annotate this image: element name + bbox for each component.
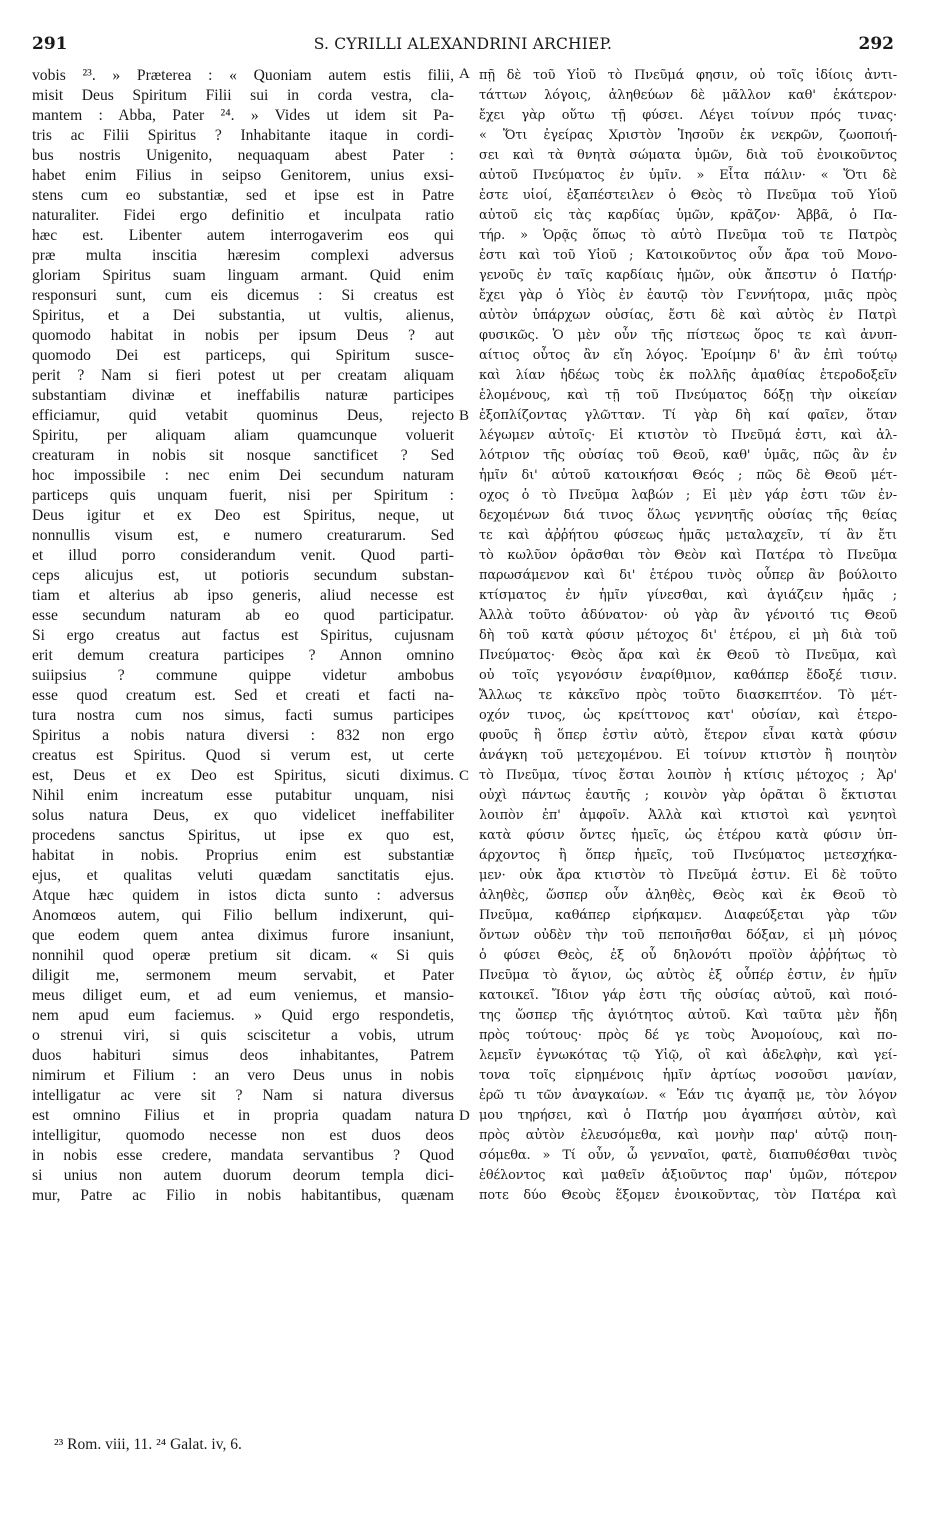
greek-text-line: μου τηρήσει, καὶ ὁ Πατήρ μου ἀγαπήσει αὐτὸν, καὶ xyxy=(479,1108,897,1123)
greek-text-line: αίτιος οὗτος ἂν εἴη λόγος. Ἐροίμην δ' ἂν ἐπὶ τούτῳ xyxy=(479,348,897,363)
latin-text-line: naturaliter. Fidei ergo definitio et inculpata ratio xyxy=(32,207,454,224)
latin-text-line: duos habituri simus deos inhabitantes, Patrem xyxy=(32,1047,454,1064)
greek-text-line: ἐξοπλίζοντας γλῶτταν. Τί γὰρ δὴ καί φαῖεν, ὅταν xyxy=(479,408,897,423)
greek-text-line: λέγωμεν αὐτοῖς· Εἰ κτιστὸν τὸ Πνεῦμά ἐστι, καὶ ἀλ- xyxy=(479,428,897,443)
greek-text-line: ἑλομένους, καὶ τῇ τοῦ Πνεύματος δόξῃ τὴν οἰκείαν xyxy=(479,388,897,403)
latin-text-line: o strenui viri, si quis sciscitetur a vobis, utrum xyxy=(32,1027,454,1044)
latin-text-line: quomodo Dei est particeps, qui Spiritum susce- xyxy=(32,347,454,364)
latin-text-line: ceps alicujus est, ut potioris secundum substan- xyxy=(32,567,454,584)
greek-text-line: λοιπὸν ἐπ' ἀμφοῖν. Ἀλλὰ καὶ κτιστοὶ καὶ γενητοὶ xyxy=(479,808,897,823)
latin-text-line: in nobis esse credere, mandata servantibus ? Quod xyxy=(32,1147,454,1164)
latin-text-line: misit Deus Spiritum Filii sui in corda vestra, cla- xyxy=(32,87,454,104)
latin-text-line: Spiritu, per aliquam aliam quamcunque voluerit xyxy=(32,427,454,444)
latin-text-line: stens cum eo substantiæ, sed et ipse est in Patre xyxy=(32,187,454,204)
page-number-right: 292 xyxy=(858,34,894,54)
latin-text-line: bus nostris Unigenito, nequaquam abest Pater : xyxy=(32,147,454,164)
margin-letter-a: A xyxy=(459,66,470,82)
latin-text-line: nonnihil quod operæ pretium sit dicam. « Si quis xyxy=(32,947,454,964)
latin-text-line: substantiam divinæ et ineffabilis naturæ participes xyxy=(32,387,454,404)
greek-text-line: δὴ τοῦ κατὰ φύσιν μέτοχος δι' ἑτέρου, εἰ μὴ διὰ τοῦ xyxy=(479,628,897,643)
greek-text-line: ἀνάγκη τοῦ μετεχομένου. Εἰ τοίνυν κτιστὸν ἢ ποιητὸν xyxy=(479,748,897,763)
greek-text-line: ἐστι καὶ τοῦ Υἱοῦ ; Κατοικοῦντος οὖν ἄρα τοῦ Μονο- xyxy=(479,248,897,263)
margin-letter-b: B xyxy=(459,408,470,424)
latin-text-line: tiam et alterius ab ipso generis, aliud necesse est xyxy=(32,587,454,604)
latin-text-line: tura nostra cum nos simus, facti sumus participes xyxy=(32,707,454,724)
greek-text-line: κτίσματος ἐν ἡμῖν γίνεσθαι, καὶ ἁγιάζειν ἡμᾶς ; xyxy=(479,588,897,603)
greek-text-line: οχος ὁ τὸ Πνεῦμα λαβών ; Εἰ μὲν γάρ ἐστι τῶν ἐν- xyxy=(479,488,897,503)
greek-text-line: ἔχει γὰρ οὕτω τῇ φύσει. Λέγει τοίνυν πρός τινας· xyxy=(479,108,897,123)
greek-text-line: οὐ τοῖς γεγονόσιν ἐναρίθμιον, καθάπερ ἔδοξέ τισιν. xyxy=(479,668,897,683)
greek-text-line: αὐτοῦ εἰς τὰς καρδίας ὑμῶν, κρᾶζον· Ἀββᾶ, ὁ Πα- xyxy=(479,208,897,223)
greek-text-line: μεν· οὐκ ἄρα κτιστὸν τὸ Πνεῦμά ἐστιν. Εἰ δὲ τοῦτο xyxy=(479,868,897,883)
latin-text-line: Si ergo creatus aut factus est Spiritus, cujusnam xyxy=(32,627,454,644)
greek-text-line: φυσικῶς. Ὁ μὲν οὖν τῆς πίστεως ὅρος τε καὶ ἀνυπ- xyxy=(479,328,897,343)
latin-text-line: gloriam Spiritus suam linguam armant. Quid enim xyxy=(32,267,454,284)
latin-text-line: responsuri sunt, cum eis dicemus : Si creatus est xyxy=(32,287,454,304)
greek-text-line: ὁ φύσει Θεὸς, ἐξ οὗ δηλονότι προϊὸν ἀῤῥήτως τὸ xyxy=(479,948,897,963)
greek-text-line: αὐτὸν ὑπάρχων οὐσίας, ἔστι δὲ καὶ αὐτὸς ἐν Πατρὶ xyxy=(479,308,897,323)
greek-text-line: τάττων λόγοις, ἀληθεύων δὲ μᾶλλον καθ' ἑκάτερον· xyxy=(479,88,897,103)
greek-text-line: τὸ Πνεῦμα, τίνος ἔσται λοιπὸν ἡ κτίσις μέτοχος ; Ἀρ' xyxy=(479,768,897,783)
latin-text-line: habet enim Filius in seipso Genitorem, unius exsi- xyxy=(32,167,454,184)
greek-text-line: οὐχὶ πάντως ἑαυτῆς ; κοινὸν γὰρ ὁρᾶται ὃ ἔκτισται xyxy=(479,788,897,803)
latin-text-line: suiipsius ? commune quippe videtur ambobus xyxy=(32,667,454,684)
footnotes: ²³ Rom. viii, 11. ²⁴ Galat. iv, 6. xyxy=(54,1436,242,1453)
greek-text-line: καὶ λίαν ἡδέως τοὺς ἐκ πολλῆς ἀμαθίας ἑτεροδοξεῖν xyxy=(479,368,897,383)
greek-text-line: πρὸς τούτους· πρὸς δέ γε τοὺς Ἀνομοίους, καὶ πο- xyxy=(479,1028,897,1043)
latin-text-line: erit demum creatura participes ? Annon omnino xyxy=(32,647,454,664)
latin-text-line: efficiamur, quid vetabit quominus Deus, rejecto xyxy=(32,407,454,424)
greek-text-line: λεμεῖν ἐγνωκότας τῷ Υἱῷ, οἳ καὶ ἀδελφὴν, καὶ γεί- xyxy=(479,1048,897,1063)
greek-text-line: τὸ κωλῦον ὁρᾶσθαι τὸν Θεὸν καὶ Πατέρα τὸ Πνεῦμα xyxy=(479,548,897,563)
greek-text-line: ὄντων οὐδὲν τὴν τοῦ πεποιῆσθαι δόξαν, εἰ μὴ μόνος xyxy=(479,928,897,943)
latin-text-line: solus natura Deus, ex quo videlicet ineffabiliter xyxy=(32,807,454,824)
greek-text-line: γενοῦς ἐν ταῖς καρδίαις ἡμῶν, οὐκ ἄπεστιν ὁ Πατήρ· xyxy=(479,268,897,283)
latin-text-line: si unius non autem duorum deorum templa dici- xyxy=(32,1167,454,1184)
greek-text-line: ἔχει γὰρ ὁ Υἱὸς ἐν ἑαυτῷ τὸν Γεννήτορα, μιᾶς πρὸς xyxy=(479,288,897,303)
latin-text-line: que eodem quem antea diximus furore insaniunt, xyxy=(32,927,454,944)
greek-text-line: Ἀλλὰ τοῦτο ἀδύνατον· οὐ γὰρ ἂν γένοιτό τις Θεοῦ xyxy=(479,608,897,623)
latin-text-line: Spiritus a nobis natura diversi : 832 non ergo xyxy=(32,727,454,744)
latin-text-line: habitat in nobis. Proprius enim est substantiæ xyxy=(32,847,454,864)
latin-text-line: intelligatur ac vere sit ? Nam si natura diversus xyxy=(32,1087,454,1104)
greek-text-line: κατὰ φύσιν ὄντες ἡμεῖς, ὡς ἑτέρου κατὰ φύσιν ὑπ- xyxy=(479,828,897,843)
latin-text-line: et illud porro considerandum venit. Quod parti- xyxy=(32,547,454,564)
latin-text-line: esse secundum naturam ab eo quod participatur. xyxy=(32,607,454,624)
latin-text-line: mantem : Abba, Pater ²⁴. » Vides ut idem sit Pa- xyxy=(32,107,454,124)
greek-text-line: αὐτοῦ Πνεύματος ἐν ὑμῖν. » Εἶτα πάλιν· « Ὅτι δὲ xyxy=(479,168,897,183)
latin-text-line: hoc impossibile : nec enim Dei secundum naturam xyxy=(32,467,454,484)
latin-text-line: quomodo habitat in nobis per ipsum Deus ? aut xyxy=(32,327,454,344)
greek-text-line: Πνεῦμα, καθάπερ εἰρήκαμεν. Διαφεύξεται γὰρ τῶν xyxy=(479,908,897,923)
latin-text-line: hæc est. Libenter autem interrogaverim eos qui xyxy=(32,227,454,244)
greek-text-line: παρωσάμενον καὶ δι' ἑτέρου τινὸς οὗπερ ἂν βούλοιτο xyxy=(479,568,897,583)
latin-text-line: esse quod creatum est. Sed et creati et facti na- xyxy=(32,687,454,704)
latin-text-line: Anomœos autem, qui Filio bellum indixerunt, qui- xyxy=(32,907,454,924)
greek-text-line: σει καὶ τὰ θνητὰ σώματα ὑμῶν, διὰ τοῦ ἐνοικοῦντος xyxy=(479,148,897,163)
greek-text-line: ἐρῶ τι τῶν ἀναγκαίων. « Ἐάν τις ἀγαπᾷ με, τὸν λόγον xyxy=(479,1088,897,1103)
latin-text-line: intelligitur, quomodo necesse non est duos deos xyxy=(32,1127,454,1144)
margin-letter-d: D xyxy=(459,1108,470,1124)
page-number-left: 291 xyxy=(32,34,68,54)
latin-text-line: meus diliget eum, et ad eum veniemus, et mansio- xyxy=(32,987,454,1004)
greek-text-line: Πνεῦμα τὸ ἅγιον, ὡς αὐτὸς ἐξ οὗπέρ ἐστιν, ἐν ἡμῖν xyxy=(479,968,897,983)
greek-text-line: άρχοντος ἢ ὅπερ ἡμεῖς, τοῦ Πνεύματος μετεσχήκα- xyxy=(479,848,897,863)
latin-text-line: est, Deus et ex Deo est Spiritus, sicuti diximus. xyxy=(32,767,454,784)
latin-text-line: particeps quis unquam fuerit, nisi per Spiritum : xyxy=(32,487,454,504)
page-header xyxy=(32,34,894,56)
greek-text-line: ἡμῖν δι' αὐτοῦ κατοικήσαι Θεός ; πῶς δὲ Θεοῦ μέτ- xyxy=(479,468,897,483)
greek-text-line: δεχομένων διά τινος ὅλως γεννητῆς οὐσίας τῆς θείας xyxy=(479,508,897,523)
greek-text-line: οχόν τινος, ὡς κρείττονος κατ' οὐσίαν, καὶ ἑτερο- xyxy=(479,708,897,723)
running-title: S. CYRILLI ALEXANDRINI ARCHIEP. xyxy=(313,35,613,53)
latin-text-line: creaturam in nobis sit nosque sanctificet ? Sed xyxy=(32,447,454,464)
greek-text-line: ποτε δύο Θεοὺς ἕξομεν ἐνοικοῦντας, τὸν Πατέρα καὶ xyxy=(479,1188,897,1203)
latin-text-line: Spiritus, et a Dei substantia, ut vultis, alienus, xyxy=(32,307,454,324)
greek-text-line: Ἄλλως τε κἀκεῖνο πρὸς τοῦτο διασκεπτέον. Τὸ μέτ- xyxy=(479,688,897,703)
greek-text-line: πρὸς αὐτὸν ἐλευσόμεθα, καὶ μονὴν παρ' αὐτῷ ποιη- xyxy=(479,1128,897,1143)
latin-text-line: ejus, et qualitas veluti quædam sanctitatis ejus. xyxy=(32,867,454,884)
latin-column xyxy=(32,66,454,1206)
greek-text-line: « Ὅτι ἐγείρας Χριστὸν Ἰησοῦν ἐκ νεκρῶν, ζωοποιή- xyxy=(479,128,897,143)
latin-text-line: Atque hæc quidem in istos dicta sunto : adversus xyxy=(32,887,454,904)
latin-text-line: nem apud eum faciemus. » Quid ergo respondetis, xyxy=(32,1007,454,1024)
greek-text-line: φυοῦς ἢ ὅπερ ἐστὶν αὐτὸ, ἕτερον εἶναι κατὰ φύσιν xyxy=(479,728,897,743)
latin-text-line: tris ac Filii Spiritus ? Inhabitante itaque in cordi- xyxy=(32,127,454,144)
greek-text-line: ἀληθὲς, ὥσπερ οὖν ἀληθὲς, Θεὸς καὶ ἐκ Θεοῦ τὸ xyxy=(479,888,897,903)
latin-text-line: nimirum et Filium : an vero Deus unus in nobis xyxy=(32,1067,454,1084)
greek-text-line: Πνεύματος· Θεὸς ἄρα καὶ ἐκ Θεοῦ τὸ Πνεῦμα, καὶ xyxy=(479,648,897,663)
latin-text-line: præ multa inscitia hæresim complexi adversus xyxy=(32,247,454,264)
latin-text-line: vobis ²³. » Præterea : « Quoniam autem estis filii, xyxy=(32,67,454,84)
latin-text-line: est omnino Filius et in propria quadam natura xyxy=(32,1107,454,1124)
greek-text-line: ἐστε υἱοί, ἐξαπέστειλεν ὁ Θεὸς τὸ Πνεῦμα τοῦ Υἱοῦ xyxy=(479,188,897,203)
latin-text-line: procedens sanctus Spiritus, ut ipse ex quo est, xyxy=(32,827,454,844)
greek-text-line: τήρ. » Ὁρᾷς ὅπως τὸ αὐτὸ Πνεῦμα τοῦ τε Πατρὸς xyxy=(479,228,897,243)
latin-text-line: diligit me, sermonem meum servabit, et Pater xyxy=(32,967,454,984)
greek-text-line: ἐθέλοντος καὶ μαθεῖν ἀξιοῦντος παρ' ὑμῶν, πότερον xyxy=(479,1168,897,1183)
greek-text-line: λότριον τῆς οὐσίας τοῦ Θεοῦ, καθ' ὑμᾶς, πῶς ἂν ἐν xyxy=(479,448,897,463)
greek-text-line: κατοικεῖ. Ἴδιον γάρ ἐστι τῆς οὐσίας αὐτοῦ, καὶ ποιό- xyxy=(479,988,897,1003)
latin-text-line: Nihil enim increatum esse putabitur unquam, nisi xyxy=(32,787,454,804)
latin-text-line: nonnullis visum est, e numero creaturarum. Sed xyxy=(32,527,454,544)
greek-text-line: τε καὶ ἀῤῥήτου φύσεως ἡμᾶς μεταλαχεῖν, τί ἂν ἔτι xyxy=(479,528,897,543)
greek-text-line: τονα τοῖς εἰρημένοις ἡμῖν ἀρτίως νοσοῦσι μανίαν, xyxy=(479,1068,897,1083)
greek-text-line: πῇ δὲ τοῦ Υἱοῦ τὸ Πνεῦμά φησιν, οὐ τοῖς ἰδίοις ἀντι- xyxy=(479,68,897,83)
latin-text-line: Deus igitur et ex Deo est Spiritus, neque, ut xyxy=(32,507,454,524)
latin-text-line: creatus est Spiritus. Quod si verum est, ut certe xyxy=(32,747,454,764)
greek-column xyxy=(479,66,897,1206)
latin-text-line: mur, Patre ac Filio in nobis habitantibus, quænam xyxy=(32,1187,454,1204)
greek-text-line: της ὥσπερ τῆς ἁγιότητος αὐτοῦ. Καὶ ταῦτα μὲν ἤδη xyxy=(479,1008,897,1023)
latin-text-line: perit ? Nam si fieri potest ut per creatam aliquam xyxy=(32,367,454,384)
margin-letter-c: C xyxy=(459,768,470,784)
greek-text-line: σόμεθα. » Τί οὖν, ὦ γενναῖοι, φατὲ, διαπυθέσθαι τινὸς xyxy=(479,1148,897,1163)
